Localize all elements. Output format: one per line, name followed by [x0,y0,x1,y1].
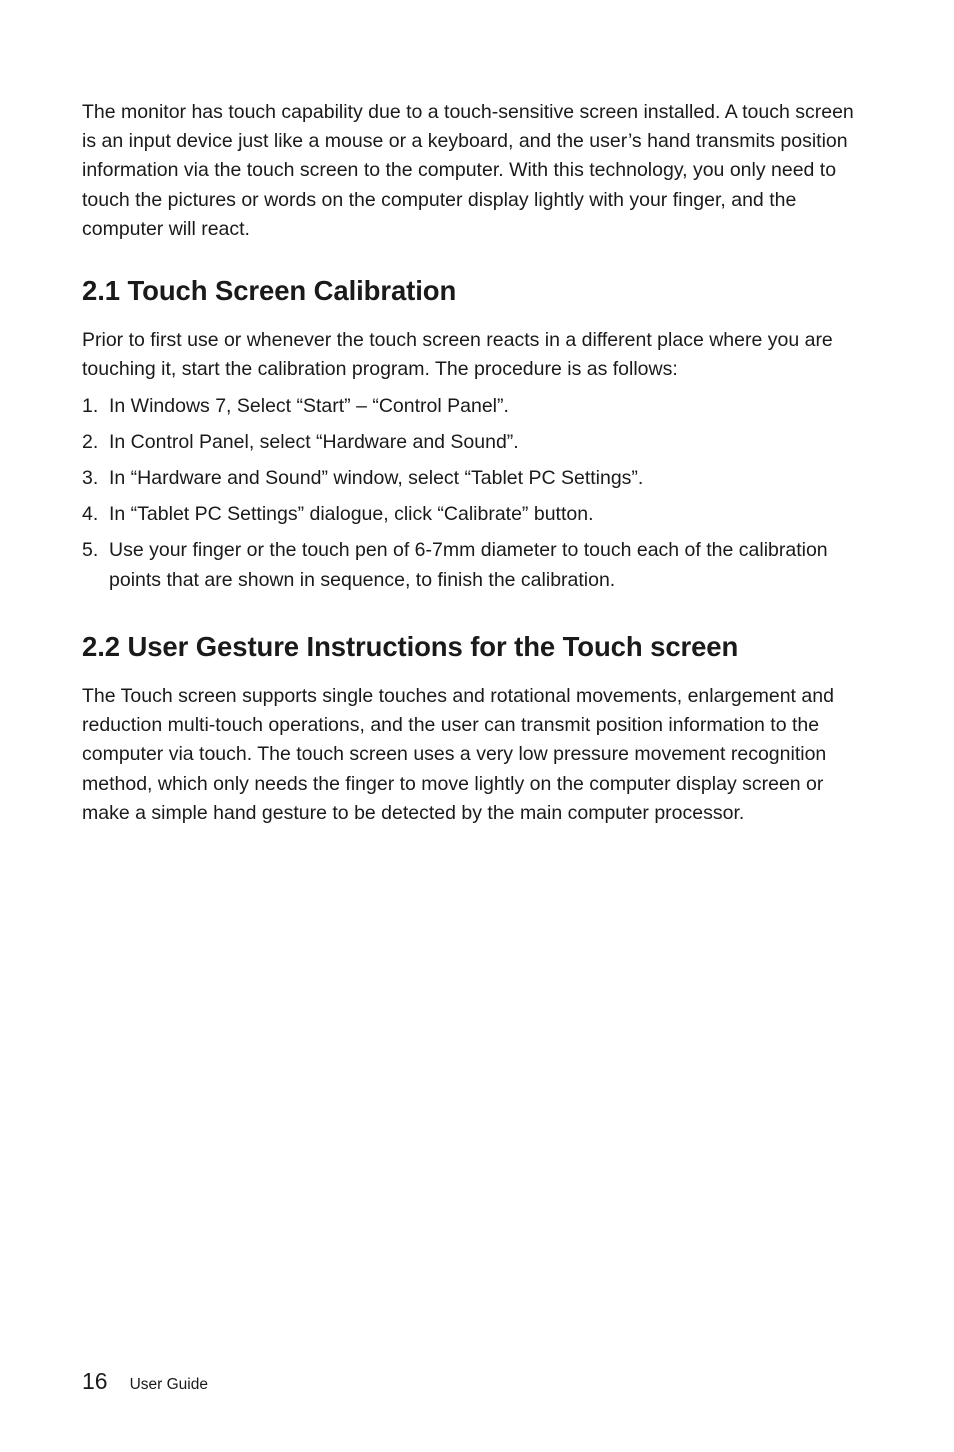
intro-paragraph: The monitor has touch capability due to a touch-sensitive screen installed. A touch screen is an input device just like a mouse or a keyboard, and the user’s hand transmits position information via the touch screen to the computer. With this technology, you only need to touch the pictures or words on the computer display lightly with your finger, and the computer will react. [82,101,854,240]
step-text: In “Tablet PC Settings” dialogue, click “Calibrate” button. [109,503,594,525]
footer-guide-label: User Guide [129,1376,208,1393]
step-number: 2. [82,431,99,453]
list-item [82,536,862,595]
section-heading-calibration: 2.1 Touch Screen Calibration [82,275,457,306]
page-footer [82,1368,208,1395]
step-text: Use your finger or the touch pen of 6-7mm diameter to touch each of the calibration points that are shown in sequence, to finish the calibration. [109,539,828,591]
step-number: 1. [82,395,99,417]
list-item [82,464,862,494]
calibration-paragraph: Prior to first use or whenever the touch screen reacts in a different place where you are touching it, start the calibration program. The procedure is as follows: [82,329,833,381]
list-item [82,428,862,458]
gestures-paragraph: The Touch screen supports single touches and rotational movements, enlargement and reduction multi-touch operations, and the user can transmit position information to the computer via touch. The touch screen uses a very low pressure movement recognition method, which only needs the finger to move lightly on the computer display screen or make a simple hand gesture to be detected by the main computer processor. [82,685,834,824]
step-text: In Windows 7, Select “Start” – “Control Panel”. [109,395,509,417]
step-text: In “Hardware and Sound” window, select “Tablet PC Settings”. [109,467,644,489]
list-item [82,392,862,422]
step-number: 4. [82,503,99,525]
step-text: In Control Panel, select “Hardware and Sound”. [109,431,519,453]
list-item [82,500,862,530]
calibration-steps-list [82,392,862,602]
section-heading-gestures: 2.2 User Gesture Instructions for the Touch screen [82,631,739,662]
step-number: 5. [82,539,99,561]
step-number: 3. [82,467,99,489]
page-number: 16 [82,1368,108,1394]
